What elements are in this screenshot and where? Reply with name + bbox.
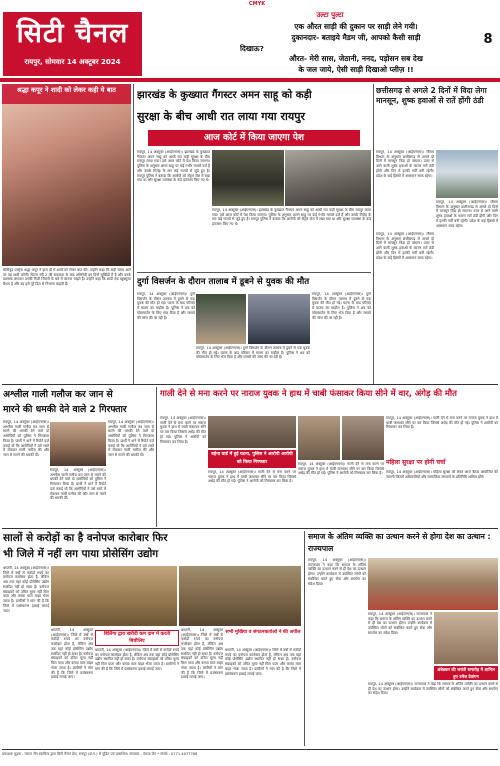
gaali-body-2: रायपुर, 14 अक्टूबर (आईएनएस)। अश्लील गाली गलौज कर जान से मारने की धमकी देने वाले दो आरोपियों को पुलिस ने गिरफ्तार किया है। प्रार्थी ने थाने में रिपोर्ट दर्ज कराई थी कि आरोपियों ने उसे रास्ते में रोककर गाली गलौज की और जान से मारने की धमकी दी। xyxy=(50,468,106,501)
monsoon-body-1: रायपुर, 14 अक्टूबर (आईएनएस)। मौसम विभाग के अनुसार छत्तीसगढ़ से अगले दो दिनों में मानसून विदा हो जाएगा। उत्तर से आने वाली शुष्क हवाओं के कारण रातें ठंडी होंगी और दिन में हल्की गर्मी बनी रहेगी। प्रदेश के कई हिस्सों में आसमान साफ रहेगा। xyxy=(376,150,434,178)
vanopaj-body-2: धमतरी, 14 अक्टूबर (आईएनएस)। जिले में वर्षों से करोड़ों रुपये का वनोपज कारोबार होता है, लेकिन अब तक यहां कोई प्रोसेसिंग उद्योग स्थापित नहीं हो सका है। वनोपज संग्राहकों को उचित मूल्य नहीं मिल पाता और कच्चा माल बाहर भेजा जाता है। ग्रामीणों ने मांग की है कि जिले में प्रसंस्करण इकाई लगाई जाए। xyxy=(51,628,93,680)
gaali-body-1: रायपुर, 14 अक्टूबर (आईएनएस)। अश्लील गाली गलौज कर जान से मारने की धमकी देने वाले दो आरोपियों को पुलिस ने गिरफ्तार किया है। प्रार्थी ने थाने में रिपोर्ट दर्ज कराई थी कि आरोपियों ने उसे रास्ते में रोककर गाली गलौज की और जान से मारने की धमकी दी। xyxy=(3,420,49,458)
durga-headline: दुर्गा विसर्जन के दौरान तालाब में डूबने से युवक की मौत xyxy=(137,277,310,287)
joke-line-1: एक औरत साड़ी की दुकान पर साड़ी लेने गयी। xyxy=(294,22,418,31)
aman-photo-accused xyxy=(285,150,371,206)
vanopaj-headline-2: भी जिले में नहीं लग पाया प्रोसेसिंग उद्योग xyxy=(3,548,159,560)
rajyapal-body-1: रायपुर, 14 अक्टूबर (आईएनएस)। राज्यपाल ने कहा कि समाज के अंतिम व्यक्ति का उत्थान करने से ही देश का उत्थान होगा। उन्होंने कार्यक्रम में उपस्थित लोगों को संबोधित करते हुए सेवा और समर्पण का संदेश दिया। xyxy=(308,558,366,586)
vanopaj-inset-1: बिलिंगा द्वारा खरीदी कम दाम में करती बिचौलिए xyxy=(103,632,171,644)
section-rule xyxy=(2,528,498,529)
aman-photo-police xyxy=(212,150,284,206)
rajyapal-headline: समाज के अंतिम व्यक्ति का उत्थान करने से होगा देश का उत्थान : राज्यपाल xyxy=(308,532,491,553)
aman-story-body-2: रायपुर, 14 अक्टूबर (आईएनएस)। झारखंड के कुख्यात गैंगस्टर अमन साहू को आधी रात कड़ी सुरक्षा के बीच रायपुर लाया गया। उसे आज कोर्ट में पेश किया जाएगा। पुलिस के अनुसार अमन साहू पर कई गंभीर मामले दर्ज हैं और उसके गिरोह के तार कई राज्यों से जुड़े हुए हैं। रायपुर पुलिस ने बताया कि आरोपी को सेंट्रल जेल में रखा गया था और सुरक्षा व्यवस्था के कड़े इंतजाम किए गए थे। xyxy=(212,208,371,227)
aman-story-body-1: रायपुर, 14 अक्टूबर (आईएनएस)। झारखंड के कुख्यात गैंगस्टर अमन साहू को आधी रात कड़ी सुरक्षा के बीच रायपुर लाया गया। उसे आज कोर्ट में पेश किया जाएगा। पुलिस के अनुसार अमन साहू पर कई गंभीर मामले दर्ज हैं और उसके गिरोह के तार कई राज्यों से जुड़े हुए हैं। रायपुर पुलिस ने बताया कि आरोपी को सेंट्रल जेल में रखा गया था और सुरक्षा व्यवस्था के कड़े इंतजाम किए गए थे। xyxy=(137,150,210,183)
mahila-body: रायपुर, 14 अक्टूबर (आईएनएस)। महिला सुरक्षा को लेकर आज बैठक आयोजित की जाएगी जिसमें अधिकारियों और सामाजिक संगठनों के प्रतिनिधि शामिल होंगे। xyxy=(386,470,498,479)
durga-body-2: रायपुर, 14 अक्टूबर (आईएनएस)। दुर्गा विसर्जन के दौरान तालाब में डूबने से एक युवक की मौत हो गई। घटना के बाद परिवार में मातम का माहौल है। पुलिस ने शव को पोस्टमार्टम के लिए भेज दिया है और मामले की जांच की जा रही है। xyxy=(312,292,371,320)
umesh-photo xyxy=(434,612,498,664)
gaali-body-3: रायपुर, 14 अक्टूबर (आईएनएस)। अश्लील गाली गलौज कर जान से मारने की धमकी देने वाले दो आरोपियों को पुलिस ने गिरफ्तार किया है। प्रार्थी ने थाने में रिपोर्ट दर्ज कराई थी कि आरोपियों ने उसे रास्ते में रोककर गाली गलौज की और जान से मारने की धमकी दी। xyxy=(108,420,154,458)
chabi-body-4: रायपुर, 14 अक्टूबर (आईएनएस)। गाली देने से मना करने पर नाराज युवक ने हाथ में चाबी फंसाकर सीने पर वार किया जिससे अधेड़ की मौत हो गई। पुलिस ने आरोपी को गिरफ्तार कर लिया है। xyxy=(386,416,498,430)
monsoon-photo xyxy=(436,150,498,198)
vanopaj-body-3: धमतरी, 14 अक्टूबर (आईएनएस)। जिले में वर्षों से करोड़ों रुपये का वनोपज कारोबार होता है, लेकिन अब तक यहां कोई प्रोसेसिंग उद्योग स्थापित नहीं हो सका है। वनोपज संग्राहकों को उचित मूल्य नहीं मिल पाता और कच्चा माल बाहर भेजा जाता है। ग्रामीणों ने मांग की है कि जिले में प्रसंस्करण इकाई लगाई जाए। xyxy=(95,648,179,671)
chabi-body-1: रायपुर, 14 अक्टूबर (आईएनएस)। गाली देने से मना करने पर नाराज युवक ने हाथ में चाबी फंसाकर सीने पर वार किया जिससे अधेड़ की मौत हो गई। पुलिस ने आरोपी को गिरफ्तार कर लिया है। xyxy=(160,416,206,444)
durga-victim-photo xyxy=(196,294,246,344)
actress-label: श्रद्धा कपूर ने शादी को लेकर कही ये बात xyxy=(17,86,116,94)
gaali-headline-2: मारने की धमकी देने वाले 2 गिरफ्तार xyxy=(3,404,127,415)
actress-photo xyxy=(2,84,131,266)
monsoon-headline: छत्तीसगढ़ से अगले 2 दिनों में विदा लेगा मानसून, शुष्क हवाओं से रातें होंगी ठंडी xyxy=(376,86,487,105)
chabi-body-3: रायपुर, 14 अक्टूबर (आईएनएस)। गाली देने से मना करने पर नाराज युवक ने हाथ में चाबी फंसाकर सीने पर वार किया जिससे अधेड़ की मौत हो गई। पुलिस ने आरोपी को गिरफ्तार कर लिया है। xyxy=(298,462,384,476)
aman-headline-2: सुरक्षा के बीच आधी रात लाया गया रायपुर xyxy=(137,110,305,123)
dateline: रायपुर, सोमवार 14 अक्टूबर 2024 xyxy=(24,58,121,66)
chabi-photo xyxy=(208,416,296,448)
vanopaj-headline-1: सालों से करोड़ों का है वनोपज कारोबार फिर xyxy=(3,532,168,544)
chabi-body-2: रायपुर, 14 अक्टूबर (आईएनएस)। गाली देने से मना करने पर नाराज युवक ने हाथ में चाबी फंसाकर सीने पर वार किया जिससे अधेड़ की मौत हो गई। पुलिस ने आरोपी को गिरफ्तार कर लिया है। xyxy=(208,470,296,484)
column-rule xyxy=(156,387,157,527)
rajyapal-body-2: रायपुर, 14 अक्टूबर (आईएनएस)। राज्यपाल ने कहा कि समाज के अंतिम व्यक्ति का उत्थान करने से ही देश का उत्थान होगा। उन्होंने कार्यक्रम में उपस्थित लोगों को संबोधित करते हुए सेवा और समर्पण का संदेश दिया। xyxy=(368,612,432,635)
chabi-accused-photo-1 xyxy=(298,416,340,460)
aman-headline-1: झारखंड के कुख्यात गैंगस्टर अमन साहू को कड़ी xyxy=(137,90,312,101)
print-marker: CMYK xyxy=(248,1,266,7)
durga-body-3: रायपुर, 14 अक्टूबर (आईएनएस)। दुर्गा विसर्जन के दौरान तालाब में डूबने से एक युवक की मौत हो गई। घटना के बाद परिवार में मातम का माहौल है। पुलिस ने शव को पोस्टमार्टम के लिए भेज दिया है और मामले की जांच की जा रही है। xyxy=(196,346,310,360)
column-rule xyxy=(304,531,305,746)
section-rule xyxy=(137,272,371,273)
rajyapal-photo xyxy=(368,558,498,610)
chabi-caption: बहेना वार्ड में हुई घटना, पुलिस ने आरोपी आरोपी को किया गिरफ्तार xyxy=(211,452,293,465)
vanopaj-body-1: धमतरी, 14 अक्टूबर (आईएनएस)। जिले में वर्षों से करोड़ों रुपये का वनोपज कारोबार होता है, लेकिन अब तक यहां कोई प्रोसेसिंग उद्योग स्थापित नहीं हो सका है। वनोपज संग्राहकों को उचित मूल्य नहीं मिल पाता और कच्चा माल बाहर भेजा जाता है। ग्रामीणों ने मांग की है कि जिले में प्रसंस्करण इकाई लगाई जाए। xyxy=(3,566,49,613)
section-rule xyxy=(2,384,498,385)
vanopaj-body-4: धमतरी, 14 अक्टूबर (आईएनएस)। जिले में वर्षों से करोड़ों रुपये का वनोपज कारोबार होता है, लेकिन अब तक यहां कोई प्रोसेसिंग उद्योग स्थापित नहीं हो सका है। वनोपज संग्राहकों को उचित मूल्य नहीं मिल पाता और कच्चा माल बाहर भेजा जाता है। ग्रामीणों ने मांग की है कि जिले में प्रसंस्करण इकाई लगाई जाए। xyxy=(181,628,223,680)
header-band xyxy=(0,78,500,82)
joke-line-5: के जल जाये, ऐसी साड़ी दिखाओ प्लीज़ !! xyxy=(298,65,414,74)
durga-body-1: रायपुर, 14 अक्टूबर (आईएनएस)। दुर्गा विसर्जन के दौरान तालाब में डूबने से एक युवक की मौत हो गई। घटना के बाद परिवार में मातम का माहौल है। पुलिस ने शव को पोस्टमार्टम के लिए भेज दिया है और मामले की जांच की जा रही है। xyxy=(137,292,195,320)
gaali-accused-photo xyxy=(50,422,106,466)
page-number: 8 xyxy=(483,32,493,47)
actress-story-body: बॉलीवुड एक्ट्रेस श्रद्धा कपूर ने हाल ही में शादी को लेकर बात की। उन्होंने कहा कि सही समय आने पर वह शादी करेंगी। फिल्म स्त्री 2 की सफलता के बाद अभिनेत्री इन दिनों सुर्खियों में हैं और उनके प्रशंसक लगातार उनकी निजी जिंदगी के बारे में जानना चाहते हैं। उन्होंने कहा कि शादी एक खूबसूरत रिश्ता है और वह इसे पूरे दिल से निभाना चाहती हैं। xyxy=(3,268,131,287)
chabi-headline: गाली देने से मना करने पर नाराज युवक ने हाथ में चाबी फंसाकर किया सीने में वार, अंगेड़ की मौत xyxy=(160,388,457,398)
mahila-headline: महिला सुरक्षा पर होगी चर्चा xyxy=(386,459,446,466)
gaali-headline-1: अश्लील गाली गलौज कर जान से xyxy=(3,389,113,400)
footer-rule xyxy=(2,749,498,750)
monsoon-body-3: रायपुर, 14 अक्टूबर (आईएनएस)। मौसम विभाग के अनुसार छत्तीसगढ़ से अगले दो दिनों में मानसून विदा हो जाएगा। उत्तर से आने वाली शुष्क हवाओं के कारण रातें ठंडी होंगी और दिन में हल्की गर्मी बनी रहेगी। प्रदेश के कई हिस्सों में आसमान साफ रहेगा। xyxy=(376,232,434,260)
rajyapal-caption: अंबेडकर की जयंती समारोह में शामिल हुए उमेश देवांगन xyxy=(437,667,495,679)
column-rule xyxy=(373,84,374,384)
rajyapal-body-3: रायपुर, 14 अक्टूबर (आईएनएस)। राज्यपाल ने कहा कि समाज के अंतिम व्यक्ति का उत्थान करने से ही देश का उत्थान होगा। उन्होंने कार्यक्रम में उपस्थित लोगों को संबोधित करते हुए सेवा और समर्पण का संदेश दिया। xyxy=(368,682,498,696)
joke-line-3: दिखाऊ? xyxy=(240,44,264,53)
joke-line-2: दुकानदार- बताइये मैडम जी, आपको कैसी साड़ी xyxy=(291,33,421,42)
monsoon-body-2: रायपुर, 14 अक्टूबर (आईएनएस)। मौसम विभाग के अनुसार छत्तीसगढ़ से अगले दो दिनों में मानसून विदा हो जाएगा। उत्तर से आने वाली शुष्क हवाओं के कारण रातें ठंडी होंगी और दिन में हल्की गर्मी बनी रहेगी। प्रदेश के कई हिस्सों में आसमान साफ रहेगा। xyxy=(436,200,498,228)
section-kicker: उल्टा पुल्टा xyxy=(316,11,344,19)
joke-line-4: औरत- मेरी सास, जेठानी, ननद, पड़ोसन सब देख xyxy=(289,54,423,63)
newspaper-logo: सिटी चैनल xyxy=(16,18,129,49)
vanopaj-photo-1 xyxy=(51,566,177,626)
column-rule xyxy=(133,84,134,384)
aman-subhead: आज कोर्ट में किया जाएगा पेश xyxy=(203,133,305,143)
durga-scene-photo xyxy=(248,294,310,344)
vanopaj-inset-2: सभी मुखिया व संगठनकर्ताओं ने की अपील xyxy=(225,630,301,635)
chabi-accused-photo-2 xyxy=(342,416,384,460)
vanopaj-photo-2 xyxy=(179,566,301,626)
imprint-line: प्रकाशक मुद्रक - पंकज जैन स्वामित्व द्वारा सिटी चैनल प्रेस, रायपुर (छ.ग.) से मुद्रित एवं प्रकाशित। संपादक - पंकज जैन * संपर्क : 0771-4077768 xyxy=(2,752,198,756)
vanopaj-body-5: धमतरी, 14 अक्टूबर (आईएनएस)। जिले में वर्षों से करोड़ों रुपये का वनोपज कारोबार होता है, लेकिन अब तक यहां कोई प्रोसेसिंग उद्योग स्थापित नहीं हो सका है। वनोपज संग्राहकों को उचित मूल्य नहीं मिल पाता और कच्चा माल बाहर भेजा जाता है। ग्रामीणों ने मांग की है कि जिले में प्रसंस्करण इकाई लगाई जाए। xyxy=(225,648,301,676)
